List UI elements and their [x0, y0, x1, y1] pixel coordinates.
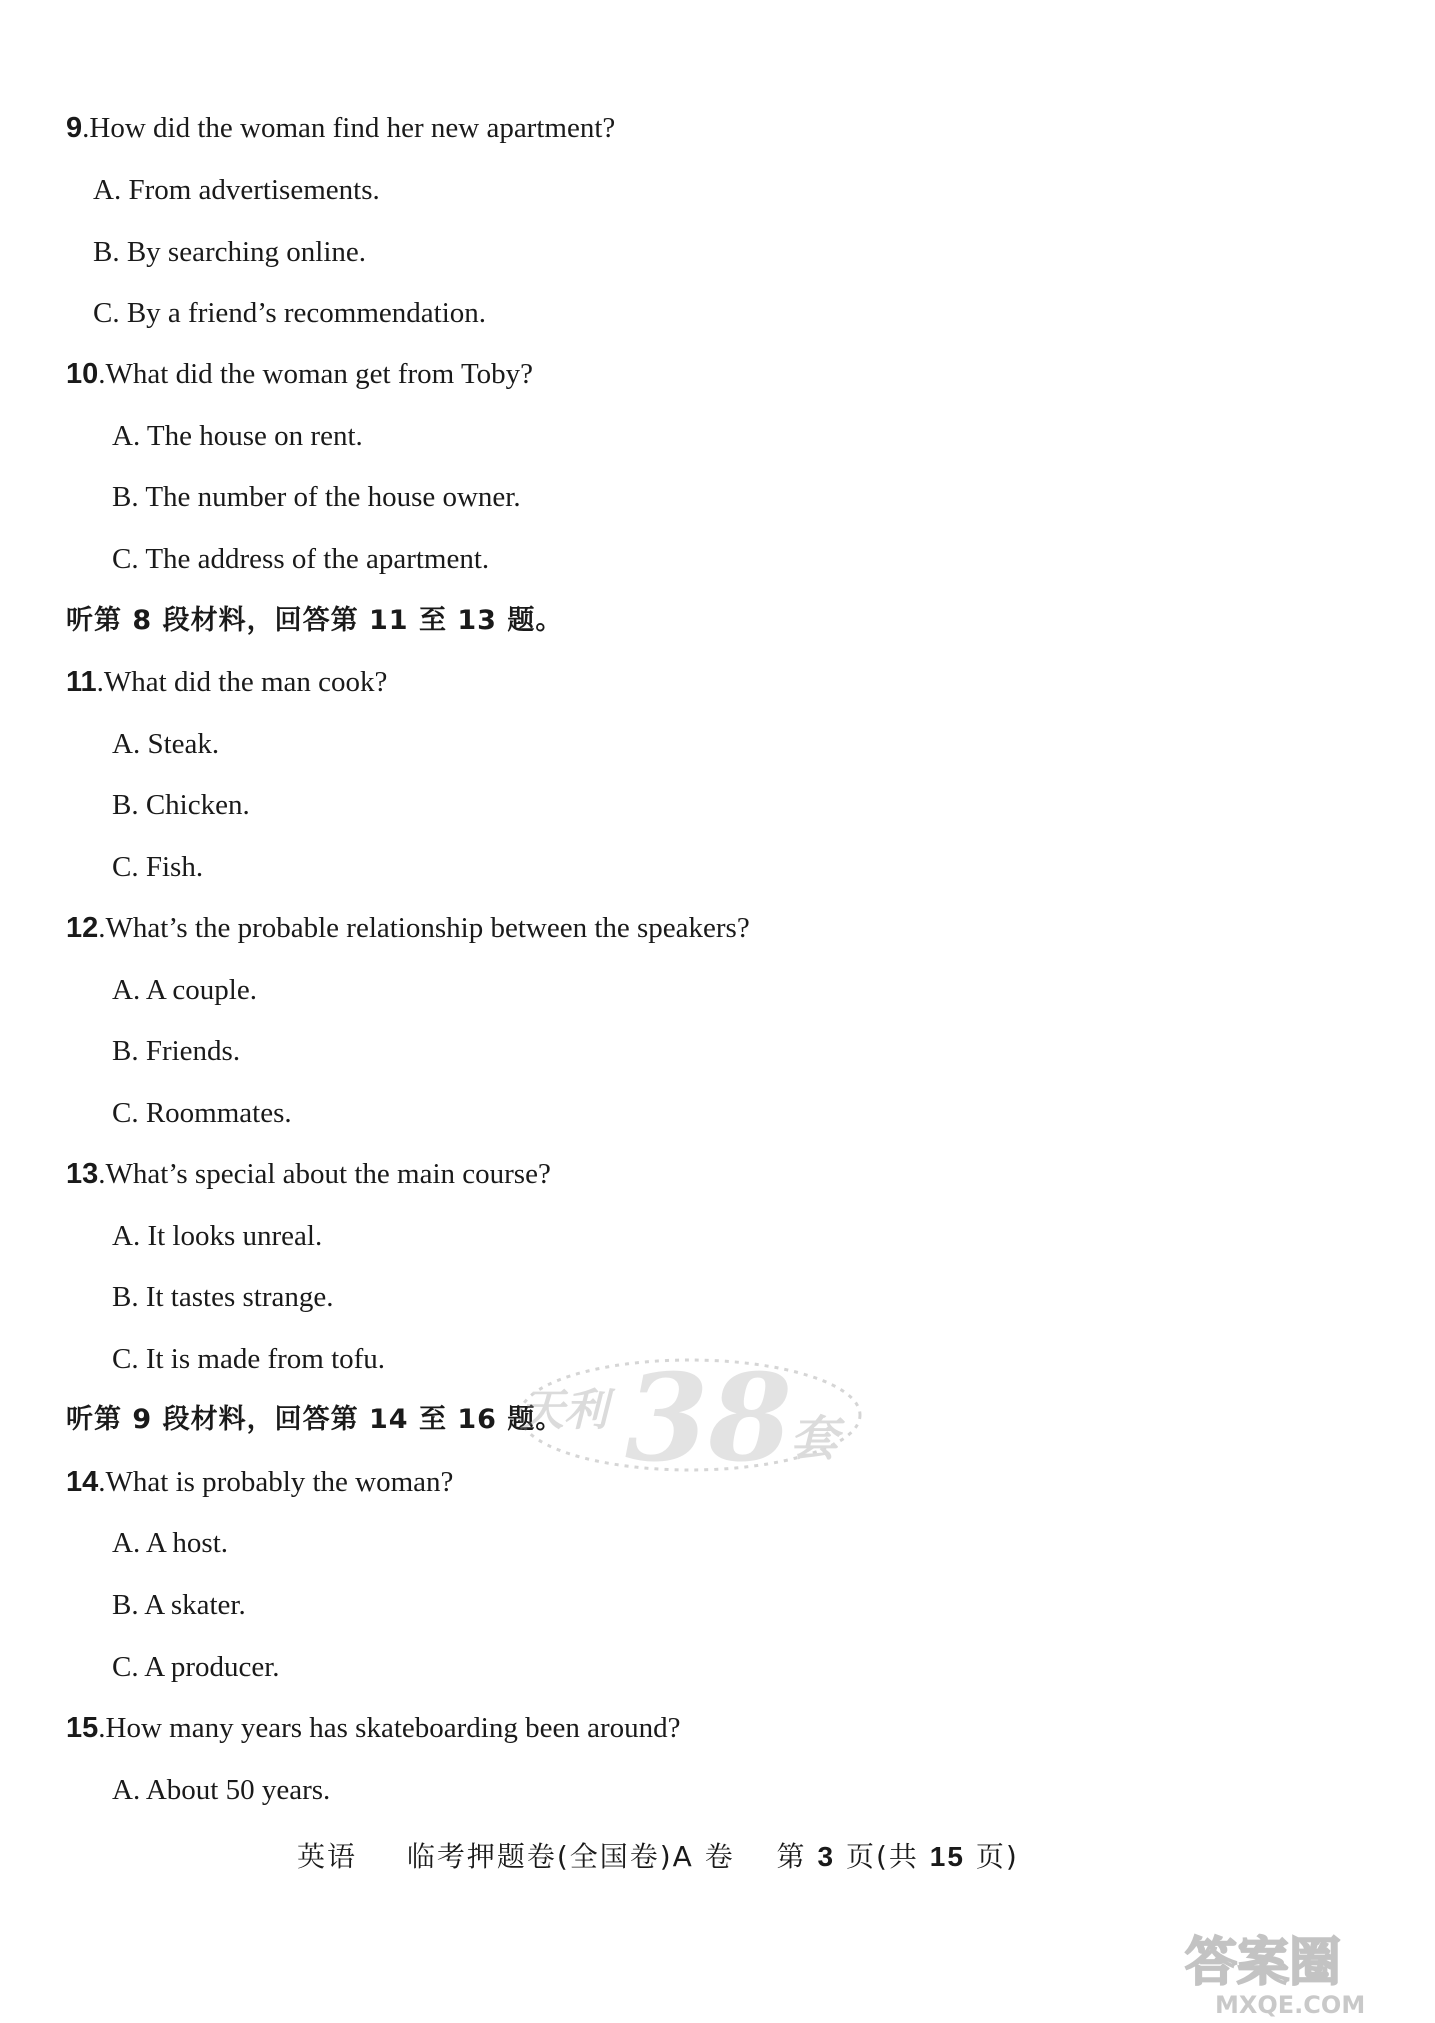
- svg-text:答案圈: 答案圈: [1185, 1933, 1342, 1993]
- option-10b: B. The number of the house owner.: [112, 481, 521, 513]
- question-number: 11: [66, 666, 97, 698]
- option-10c: C. The address of the apartment.: [112, 543, 490, 575]
- question-text: .How many years has skateboarding been around?: [98, 1712, 681, 1744]
- question-text: .What’s special about the main course?: [98, 1158, 551, 1190]
- option-11c: C. Fish.: [112, 851, 204, 883]
- footer-total-pages: 15: [929, 1841, 965, 1872]
- footer-page-suffix: 页): [975, 1840, 1019, 1873]
- option-15a: A. About 50 years.: [112, 1774, 331, 1806]
- question-text: .What’s the probable relationship between the speakers?: [98, 912, 750, 944]
- footer-page-mid: 页(共: [845, 1840, 919, 1873]
- footer-title: 临考押题卷(全国卷)A 卷: [406, 1840, 735, 1873]
- question-12: [66, 908, 750, 948]
- question-9: [66, 108, 615, 148]
- question-number: 13: [66, 1158, 99, 1190]
- option-12a: A. A couple.: [112, 974, 257, 1006]
- question-text: .What did the man cook?: [96, 666, 388, 698]
- section-heading-9: 听第 9 段材料，回答第 14 至 16 题。: [66, 1404, 564, 1435]
- footer-page-number: 3: [817, 1841, 836, 1872]
- question-14: [66, 1462, 453, 1502]
- question-number: 9: [66, 112, 83, 144]
- option-11b: B. Chicken.: [112, 789, 250, 821]
- option-12b: B. Friends.: [112, 1035, 241, 1067]
- option-11a: A. Steak.: [112, 728, 220, 760]
- option-14b: B. A skater.: [112, 1589, 246, 1621]
- answer-site-logo: [1175, 1925, 1430, 2020]
- question-text: .What did the woman get from Toby?: [98, 358, 534, 390]
- option-9b: B. By searching online.: [93, 236, 367, 268]
- question-15: [66, 1708, 681, 1748]
- question-number: 12: [66, 912, 99, 944]
- option-14c: C. A producer.: [112, 1651, 280, 1683]
- option-13a: A. It looks unreal.: [112, 1220, 323, 1252]
- option-14a: A. A host.: [112, 1527, 229, 1559]
- svg-text:天利: 天利: [520, 1385, 608, 1436]
- svg-text:MXQE.COM: MXQE.COM: [1215, 1991, 1366, 2019]
- question-number: 14: [66, 1466, 99, 1498]
- question-text: .How did the woman find her new apartment?: [82, 112, 616, 144]
- tianli-watermark-logo: [500, 1345, 880, 1485]
- footer-page-prefix: 第: [776, 1840, 807, 1873]
- question-10: [66, 354, 533, 394]
- option-9a: A. From advertisements.: [93, 174, 380, 206]
- svg-text:38: 38: [625, 1348, 792, 1485]
- footer-subject: 英语: [297, 1840, 358, 1873]
- page-footer: [297, 1837, 1019, 1877]
- option-12c: C. Roommates.: [112, 1097, 292, 1129]
- question-number: 15: [66, 1712, 99, 1744]
- option-9c: C. By a friend’s recommendation.: [93, 297, 487, 329]
- option-13b: B. It tastes strange.: [112, 1281, 334, 1313]
- question-number: 10: [66, 358, 99, 390]
- question-11: [66, 662, 387, 702]
- option-13c: C. It is made from tofu.: [112, 1343, 386, 1375]
- section-heading-8: 听第 8 段材料，回答第 11 至 13 题。: [66, 605, 564, 636]
- question-text: .What is probably the woman?: [98, 1466, 454, 1498]
- svg-text:套: 套: [790, 1411, 839, 1467]
- option-10a: A. The house on rent.: [112, 420, 363, 452]
- question-13: [66, 1154, 551, 1194]
